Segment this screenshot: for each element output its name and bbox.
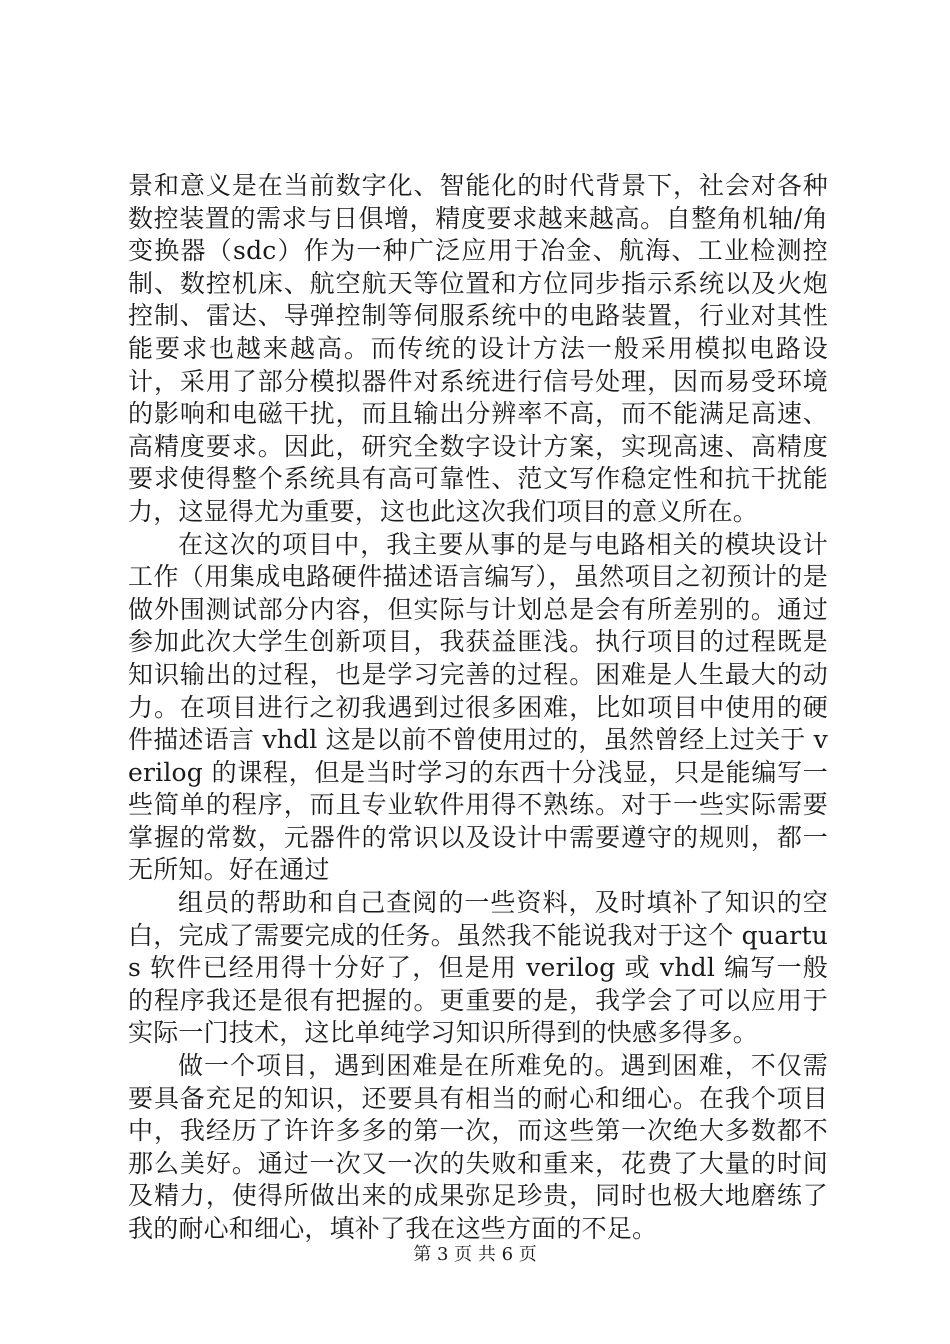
- document-body: [128, 170, 828, 1246]
- paragraph-project-work: 在这次的项目中，我主要从事的是与电路相关的模块设计工作（用集成电路硬件描述语言编写），虽然项目之初预计的是做外围测试部分内容，但实际与计划总是会有所差别的。通过参加此次大学生创新项目，我获益匪浅。执行项目的过程既是知识输出的过程，也是学习完善的过程。困难是人生最大的动力。在项目进行之初我遇到过很多困难，比如项目中使用的硬件描述语言 vhdl 这是以前不曾使用过的，虽然曾经上过关于 verilog 的课程，但是当时学习的东西十分浅显，只是能编写一些简单的程序，而且专业软件用得不熟练。对于一些实际需要掌握的常数，元器件的常识以及设计中需要遵守的规则，都一无所知。好在通过: [128, 529, 828, 885]
- page-number-footer: 第 3 页 共 6 页: [413, 1244, 537, 1265]
- paragraph-team-help: 组员的帮助和自己查阅的一些资料，及时填补了知识的空白，完成了需要完成的任务。虽然我不能说我对于这个 quartus 软件已经用得十分好了，但是用 verilog 或 vhdl 编写一般的程序我还是很有把握的。更重要的是，我学会了可以应用于实际一门技术，这比单纯学习知识所得到的快感多得多。: [128, 888, 828, 1048]
- paragraph-difficulties: 做一个项目，遇到困难是在所难免的。遇到困难，不仅需要具备充足的知识，还要具有相当的耐心和细心。在我个项目中，我经历了许许多多的第一次，而这些第一次绝大多数都不那么美好。通过一次又一次的失败和重来，花费了大量的时间及精力，使得所做出来的成果弥足珍贵，同时也极大地磨练了我的耐心和细心，填补了我在这些方面的不足。: [128, 1051, 828, 1243]
- paragraph-significance: 景和意义是在当前数字化、智能化的时代背景下，社会对各种数控装置的需求与日俱增，精度要求越来越高。自整角机轴/角变换器（sdc）作为一种广泛应用于冶金、航海、工业检测控制、数控机床、航空航天等位置和方位同步指示系统以及火炮控制、雷达、导弹控制等伺服系统中的电路装置，行业对其性能要求也越来越高。而传统的设计方法一般采用模拟电路设计，采用了部分模拟器件对系统进行信号处理，因而易受环境的影响和电磁干扰，而且输出分辨率不高，而不能满足高速、高精度要求。因此，研究全数字设计方案，实现高速、高精度要求使得整个系统具有高可靠性、范文写作稳定性和抗干扰能力，这显得尤为重要，这也此这次我们项目的意义所在。: [128, 171, 828, 526]
